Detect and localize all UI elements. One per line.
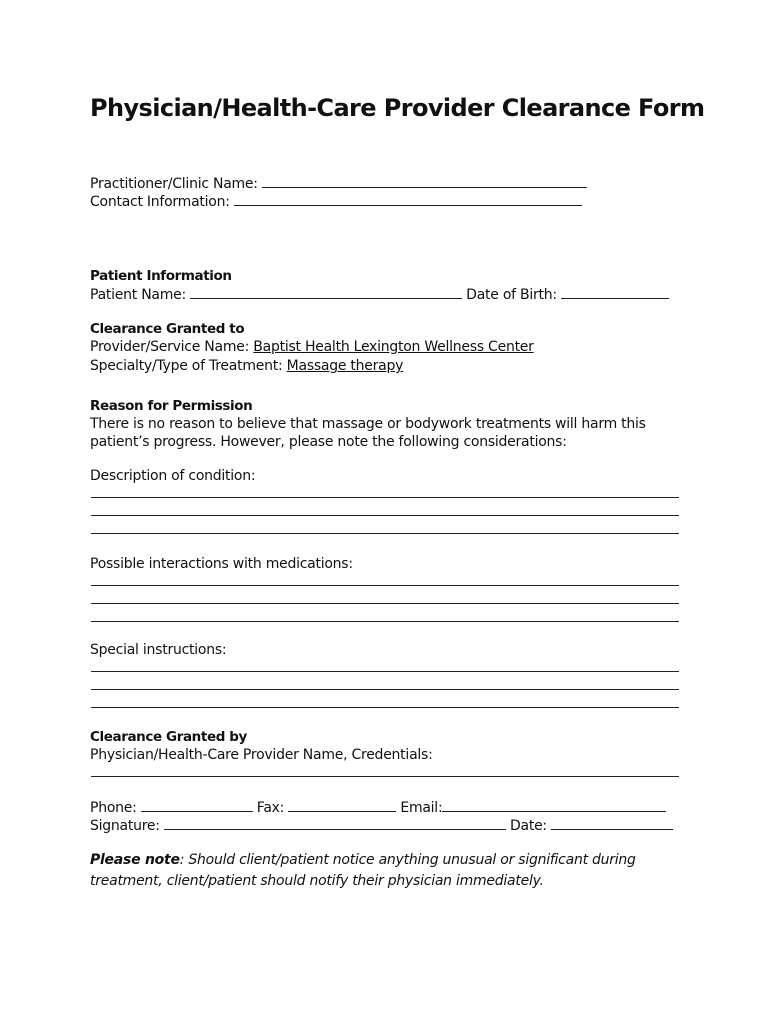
description-line[interactable] [91,533,679,534]
provider-service-label: Provider/Service Name: [90,339,250,355]
dob-field[interactable] [561,285,669,299]
page-title: Physician/Health-Care Provider Clearance Form [90,94,705,122]
practitioner-name-label: Practitioner/Clinic Name: [90,176,258,192]
instructions-line[interactable] [91,707,679,708]
fax-field[interactable] [288,798,396,812]
description-line[interactable] [91,515,679,516]
contact-row [90,798,666,817]
patient-name-field[interactable] [190,285,462,299]
specialty-value: Massage therapy [286,358,404,374]
reason-line-2: patient’s progress. However, please note the following considerations: [90,434,567,450]
fax-label: Fax: [256,800,285,816]
medications-line[interactable] [91,621,679,622]
provider-service-value: Baptist Health Lexington Wellness Center [253,339,534,355]
instructions-line[interactable] [91,671,679,672]
reason-heading: Reason for Permission [90,398,253,414]
signature-label: Signature: [90,818,160,834]
medications-line[interactable] [91,603,679,604]
date-label: Date: [509,818,547,834]
signature-row [90,816,673,835]
signature-field[interactable] [164,816,506,830]
email-label: Email: [400,800,443,816]
description-label: Description of condition: [90,468,256,484]
practitioner-name-row [90,174,587,193]
please-note-lead: Please note [90,852,180,868]
date-field[interactable] [551,816,673,830]
contact-info-label: Contact Information: [90,194,230,210]
patient-name-label: Patient Name: [90,287,186,303]
contact-info-row [90,192,582,211]
please-note-text: : Should client/patient notice anything unusual or significant during treatment, client/patient should notify their physician immediately. [90,852,636,889]
please-note [90,850,650,892]
provider-service-row [90,338,534,356]
clearance-granted-to-heading: Clearance Granted to [90,321,245,337]
medications-line[interactable] [91,585,679,586]
specialty-label: Specialty/Type of Treatment: [90,358,283,374]
contact-info-field[interactable] [234,192,582,206]
dob-label: Date of Birth: [466,287,557,303]
physician-name-line[interactable] [91,776,679,777]
physician-name-label: Physician/Health-Care Provider Name, Credentials: [90,747,433,763]
reason-line-1: There is no reason to believe that massage or bodywork treatments will harm this [90,416,646,432]
patient-info-heading: Patient Information [90,268,232,284]
practitioner-name-field[interactable] [262,174,587,188]
clearance-granted-by-heading: Clearance Granted by [90,729,247,745]
phone-field[interactable] [141,798,253,812]
email-field[interactable] [442,798,666,812]
phone-label: Phone: [90,800,137,816]
patient-name-row [90,285,669,304]
medications-label: Possible interactions with medications: [90,556,353,572]
instructions-line[interactable] [91,689,679,690]
instructions-label: Special instructions: [90,642,227,658]
description-line[interactable] [91,497,679,498]
specialty-row [90,357,403,375]
